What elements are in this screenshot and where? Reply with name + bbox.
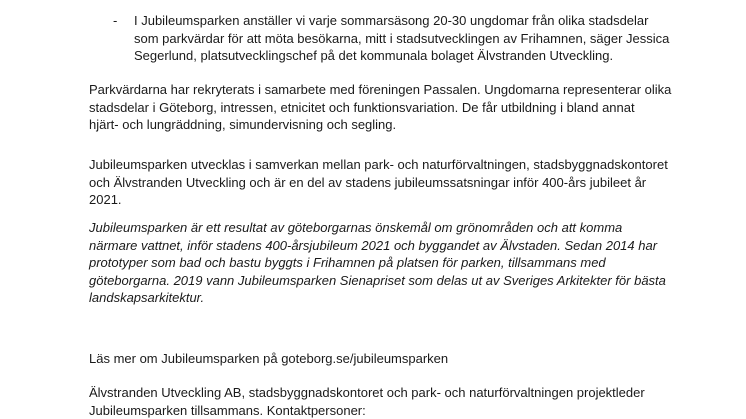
text-line: som parkvärdar för att möta besökarna, mitt i stadsutvecklingen av Frihamnen, säger Jessica (134, 30, 670, 46)
text-line: landskapsarkitektur. (89, 290, 205, 305)
text-line: Parkvärdarna har rekryterats i samarbete med föreningen Passalen. Ungdomarna representerar olika (89, 82, 672, 97)
paragraph-samverkan (89, 156, 709, 209)
text-line: hjärt- och lungräddning, simundervisning och segling. (89, 117, 397, 132)
text-line: 2021. (89, 192, 122, 207)
text-line: göteborgarna. 2019 vann Jubileumsparken Sienapriset som delas ut av Sveriges Arkitekter för bästa (89, 272, 666, 288)
text-line: Segerlund, platsutvecklingschef på det kommunala bolaget Älvstranden Utveckling. (134, 48, 614, 63)
paragraph-contact (89, 384, 709, 419)
text-line: stadsdelar i Göteborg, intressen, etnicitet och funktionsvariation. De får utbildning i bland annat (89, 99, 635, 115)
text-line: Jubileumsparken utvecklas i samverkan mellan park- och naturförvaltningen, stadsbyggnadskontoret (89, 157, 668, 172)
paragraph-read-more (89, 350, 709, 368)
paragraph-background-italic (89, 219, 709, 307)
text-line: Jubileumsparken är ett resultat av göteborgarnas önskemål om grönområden och att komma (89, 220, 623, 235)
text-line: Älvstranden Utveckling AB, stadsbyggnadskontoret och park- och naturförvaltningen projektleder (89, 385, 645, 400)
text-line: närmare vattnet, inför stadens 400-årsjubileum 2021 och byggandet av Älvstaden. Sedan 2014 har (89, 237, 658, 253)
paragraph-parkvardar (89, 81, 709, 134)
text-line: Läs mer om Jubileumsparken på goteborg.se/jubileumsparken (89, 351, 449, 366)
text-line: prototyper som bad och bastu byggts i Frihamnen på platsen för parken, tillsammans med (89, 255, 606, 270)
text-line: och Älvstranden Utveckling och är en del av stadens jubileumssatsningar inför 400-års jubileet år (89, 174, 647, 190)
text-line: Jubileumsparken tillsammans. Kontaktpersoner: (89, 402, 366, 418)
bullet-quote-paragraph (134, 12, 694, 65)
bullet-marker: - (113, 13, 118, 28)
text-line: I Jubileumsparken anställer vi varje sommarsäsong 20-30 ungdomar från olika stadsdelar (134, 13, 649, 28)
